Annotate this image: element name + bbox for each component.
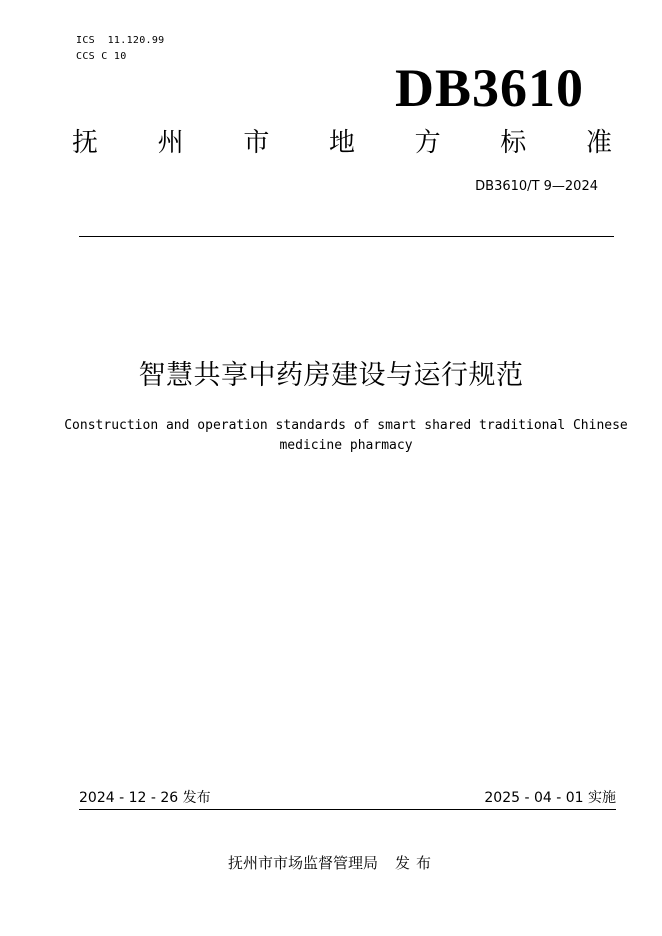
standard-type-char: 方 [414,128,441,158]
standard-type-char: 州 [157,128,184,158]
header-divider [79,236,614,237]
implementation-date: 2025 - 04 - 01 实施 [484,790,616,806]
document-title-english [60,416,632,456]
standard-type-char: 准 [585,128,612,158]
issue-action-char: 布 [416,854,432,872]
ics-code: ICS 11.120.99 [76,35,165,46]
date-row [79,788,616,808]
issue-action [392,854,434,872]
issuer-name: 抚州市市场监督管理局 [227,854,378,872]
document-title-chinese: 智慧共享中药房建设与运行规范 [138,360,524,391]
title-english-line: medicine pharmacy [279,438,413,453]
standard-type-char: 市 [243,128,270,158]
standard-type-char: 地 [328,128,355,158]
issue-date: 2024 - 12 - 26 发布 [79,790,211,806]
standard-type-heading [72,125,612,161]
issuing-authority [0,852,662,874]
footer-divider [79,809,616,810]
issue-action-char: 发 [394,854,410,872]
standard-type-char: 标 [500,128,527,158]
title-english-line: Construction and operation standards of smart shared traditional Chinese [64,418,628,433]
ccs-code: CCS C 10 [76,51,127,62]
standard-number: DB3610/T 9—2024 [475,179,598,194]
classification-codes [76,33,165,65]
standard-code-logo: DB3610 [394,58,584,118]
standard-type-char: 抚 [72,128,99,158]
